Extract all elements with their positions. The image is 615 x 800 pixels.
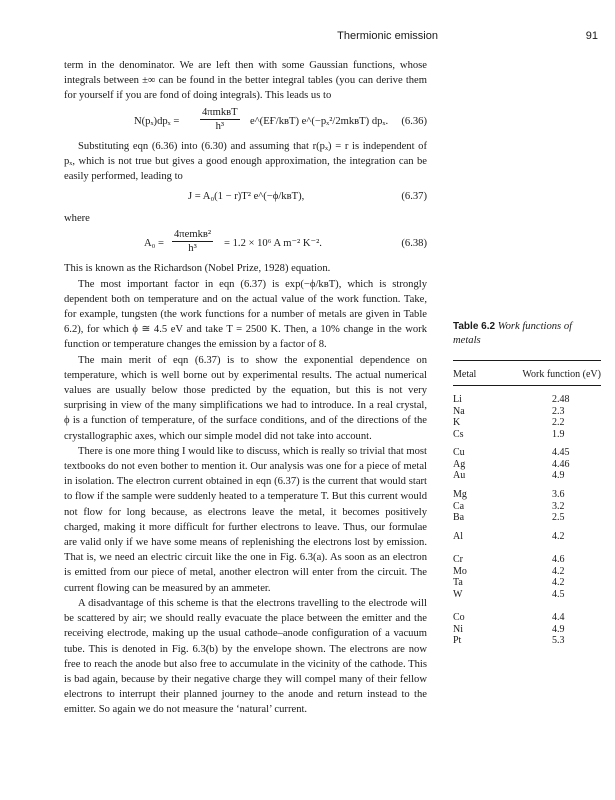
table-title: Work functions of metals [453,321,573,346]
metal-symbol: Pt [453,635,462,647]
table-group [453,447,601,482]
metal-symbol: Cr [453,554,463,565]
work-function-value: 3.6 [552,489,565,500]
table-group [453,554,601,600]
eq637-number: (6.37) [401,191,427,203]
header-work-function: Work function (eV) [522,369,601,380]
table-group [453,531,601,543]
work-function-value: 4.45 [552,447,570,458]
metal-symbol: Co [453,612,465,623]
metal-symbol: W [453,588,463,600]
page-number: 91 [585,30,598,42]
table-row [453,577,601,589]
paragraph-richardson: This is known as the Richardson (Nobel Prize, 1928) equation. [64,263,331,275]
eq638-denominator: h³ [188,243,197,255]
paragraph-important: The most important factor in eqn (6.37) is exp(−ϕ/kʙT), which is strongly dependent both on temperature and on the actual value of the work function. Take, for example, tungsten (the work functions for a number of metals are given in Table 6.2), for which ϕ ≅ 4.5 eV and take T = 2500 K. Then, a 10% change in the work function or temperature changes the emission by a factor of 8. [64,278,427,351]
eq638-number: (6.38) [401,238,427,250]
table-row [453,447,601,459]
table-header-rule [453,385,601,386]
table-row [453,459,601,471]
table-row [453,417,601,429]
metal-symbol: Cs [453,428,464,440]
eq636-fraction [200,106,240,133]
metal-symbol: K [453,417,461,429]
paragraph-intro: term in the denominator. We are left then with some Gaussian functions, whose integrals between ±∞ can be found in the better integral tables (you can derive them for yourself if you are fond of doing integrals). This leads us to [64,60,427,102]
table-row [453,635,601,647]
metal-symbol: Na [453,405,465,417]
metal-symbol: Ca [453,500,465,512]
main-text-column [64,58,427,718]
eq636-denominator: h³ [215,120,225,132]
metal-symbol: Ni [453,623,463,635]
table-row [453,566,601,578]
work-function-value: 2.3 [552,405,565,417]
table-group [453,612,601,647]
work-function-value: 1.9 [552,428,565,440]
where-label: where [64,213,90,225]
work-function-value: 4.6 [552,554,565,565]
metal-symbol: Cu [453,447,465,458]
paragraph-merit: The main merit of eqn (6.37) is to show the exponential dependence on temperature, which is well borne out by experimental results. The actual numerical values are usually below those predicted by the equation, but this is not very surprising in view of the many simplifications we had to introduce. In a real crystal, ϕ is a function of temperature, of the surface conditions, and of the directions of the crystallographic axes, which our simple model did not take into account. [64,354,427,442]
table-row [453,589,601,601]
paragraph-trivial: There is one more thing I would like to discuss, which is really so trivial that most textbooks do not even bother to mention it. Our analysis was one for a piece of metal in isolation. The electron current obtained in eqn (6.37) is the current that would start to flow if the sample were suddenly heated to a temperature T. But this current would not flow for long because, as electrons leave the metal, it becomes positively charged, making it more difficult for further electrons to leave. Thus, our formulae are valid only if we have some means of replenishing the electrons lost by emission. That is, we need an electric circuit like the one in Fig. 6.3(a). As soon as an electron is emitted from our piece of metal, another electron will enter from the circuit. The current flowing can be measured by an ammeter. [64,445,427,594]
metal-symbol: Ta [453,577,463,589]
table-row [453,489,601,501]
table-row [453,612,601,624]
table-row [453,624,601,636]
eq638-numerator: 4πemkʙ² [174,229,212,241]
metal-symbol: Li [453,394,462,405]
work-function-value: 3.2 [552,500,565,512]
table-group [453,394,601,440]
table-header-row [453,369,601,383]
work-function-value: 2.48 [552,394,570,405]
work-function-value: 4.2 [552,577,565,589]
eq636-numerator: 4πmkʙT [202,106,238,118]
work-function-value: 5.3 [552,635,565,647]
table-label: Table 6.2 [453,321,496,332]
table-row [453,531,601,543]
metal-symbol: Mg [453,489,467,500]
table-sidebar [453,320,601,647]
metal-symbol: Mo [453,565,467,577]
work-function-value: 2.5 [552,512,565,524]
paragraph-disadvantage: A disadvantage of this scheme is that the electrons travelling to the electrode will be scattered by air; we should really evacuate the place between the emitter and the receiving electrode, making up the usual cathode–anode configuration of a vacuum tube. This is denoted in Fig. 6.3(b) by the envelope shown. The electrons are now free to reach the anode but also free to accumulate in the vicinity of the cathode. This is bad again, because by their negative charge they will compel many of their fellow electrons to interrupt their planned journey to the anode and return instead to the emitter. So again we do not measure the ‘natural’ current. [64,597,427,716]
eq637-text: J = A₀(1 − r)T² e^(−ϕ/kʙT), [188,191,305,203]
work-function-value: 4.5 [552,588,565,600]
work-function-value: 4.9 [552,470,565,482]
work-function-value: 4.46 [552,458,570,470]
work-function-value: 4.4 [552,612,565,623]
work-function-value: 4.2 [552,531,565,542]
equation-6-37 [64,187,427,207]
equation-6-36 [64,106,427,136]
running-head [60,30,598,46]
work-function-value: 4.9 [552,623,565,635]
metal-symbol: Au [453,470,466,482]
eq638-lhs: A₀ = [144,238,164,250]
table-top-rule [453,360,601,361]
header-metal: Metal [453,369,477,380]
metal-symbol: Al [453,531,463,542]
table-row [453,512,601,524]
table-row [453,394,601,406]
work-function-value: 4.2 [552,565,565,577]
metal-symbol: Ag [453,458,466,470]
eq636-number: (6.36) [401,115,427,127]
eq638-fraction [172,228,213,255]
metal-symbol: Ba [453,512,465,524]
running-title: Thermionic emission [337,30,438,42]
table-row [453,406,601,418]
eq636-rhs: e^(EҒ/kʙT) e^(−pₓ²/2mkʙT) dpₓ. [250,115,389,127]
eq636-lhs: N(pₓ)dpₓ = [134,115,180,127]
paragraph-substituting: Substituting eqn (6.36) into (6.30) and assuming that r(pₓ) = r is independent of pₓ, which is not true but gives a good enough approximation, the integration can be easily performed, leading to [64,140,427,183]
table-row [453,501,601,513]
eq638-rhs: = 1.2 × 10⁶ A m⁻² K⁻². [224,238,322,250]
work-function-value: 2.2 [552,417,565,429]
table-row [453,470,601,482]
table-row [453,429,601,441]
table-caption [453,320,601,348]
table-row [453,554,601,566]
equation-6-38 [64,228,427,258]
table-group [453,489,601,524]
